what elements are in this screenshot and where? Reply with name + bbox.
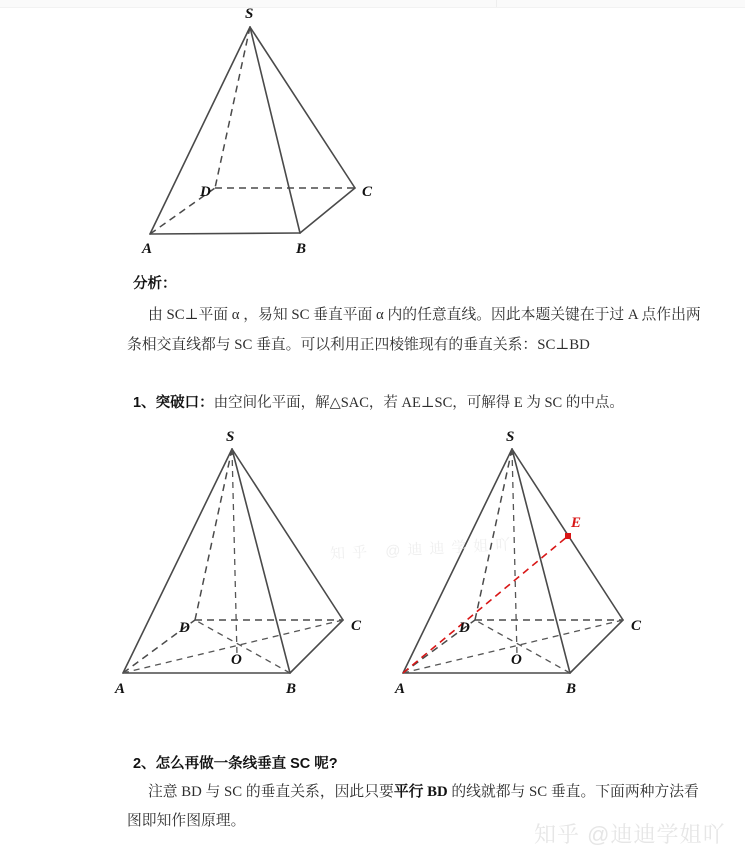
section-1-number: 1、: [133, 395, 156, 411]
section-2-line-1: [148, 780, 699, 801]
section-2-line-1-part-a: 注意 BD 与 SC 的垂直关系，因此只要: [148, 784, 394, 800]
figure-label-B: B: [286, 681, 297, 697]
section-2-heading: 2、怎么再做一条线垂直 SC 呢?: [133, 756, 338, 772]
watermark-center: 知乎 @迪迪学姐吖: [329, 536, 518, 563]
figure-label-C: C: [351, 618, 362, 634]
figure-label-C: C: [362, 184, 373, 200]
analysis-line-1: 由 SC⊥平面 α ，易知 SC 垂直平面 α 内的任意直线。因此本题关键在于过 A 点作出两: [148, 307, 701, 323]
figure-pyramid-top: [100, 0, 400, 262]
figure-pyramid-with-AE: [375, 425, 665, 705]
figure-label-C: C: [631, 618, 642, 634]
analysis-heading: 分析：: [133, 276, 177, 292]
section-1-heading: [133, 391, 624, 412]
section-1-title: 突破口：: [155, 395, 214, 411]
section-1-body: 由空间化平面，解△SAC，若 AE⊥SC，可解得 E 为 SC 的中点。: [213, 395, 624, 411]
figure-label-A: A: [395, 681, 406, 697]
figure-label-O: O: [511, 652, 522, 668]
section-2-line-2: 图即知作图原理。: [127, 813, 246, 829]
watermark-footer: 知乎 @迪迪学姐吖: [534, 822, 726, 847]
figure-label-D: D: [200, 184, 211, 200]
figure-label-D: D: [179, 620, 190, 636]
figure-label-B: B: [566, 681, 577, 697]
figure-label-S: S: [226, 429, 235, 445]
section-2-line-1-part-b: 的线就都与 SC 垂直。下面两种方法看: [447, 784, 699, 800]
figure-label-S: S: [506, 429, 515, 445]
figure-label-A: A: [142, 241, 153, 257]
figure-label-A: A: [115, 681, 126, 697]
section-2-emphasis: 平行 BD: [393, 784, 448, 800]
figure-label-S: S: [245, 6, 254, 22]
figure-label-D: D: [459, 620, 470, 636]
page-top-band-seam: [496, 0, 497, 7]
point-E-marker: [565, 533, 571, 539]
figure-label-E: E: [571, 515, 582, 531]
figure-label-B: B: [296, 241, 307, 257]
analysis-line-2: 条相交直线都与 SC 垂直。可以利用正四棱锥现有的垂直关系：SC⊥BD: [127, 337, 590, 353]
figure-label-O: O: [231, 652, 242, 668]
